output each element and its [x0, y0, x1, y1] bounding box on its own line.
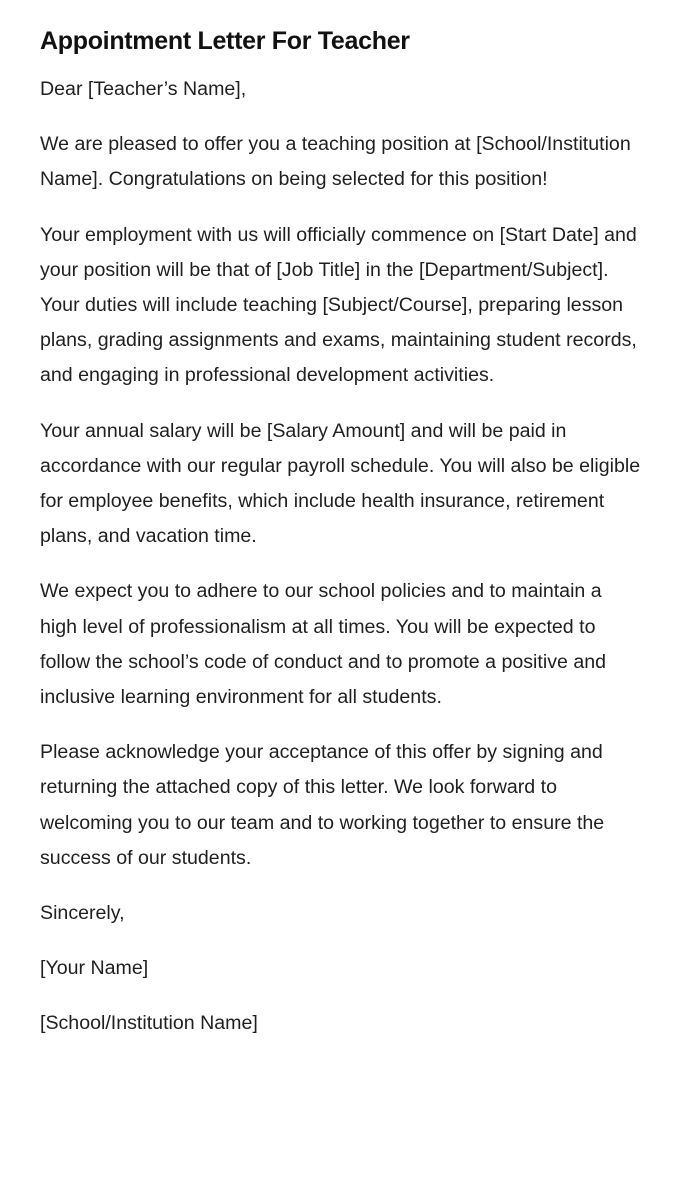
letter-sender-name: [Your Name]: [40, 957, 149, 980]
letter-document: [40, 22, 644, 1062]
letter-sender-institution: [School/Institution Name]: [40, 1012, 258, 1035]
letter-title: Appointment Letter For Teacher: [40, 27, 410, 55]
letter-paragraph-duties: Your employment with us will officially commence on [Start Date] and your position will be that of [Job Title] in the [Department/Subject]. Your duties will include teaching [Subject/Course], preparing lesson plans, grading assignments and exams, maintaining student records, and engaging in professional development activities.: [40, 223, 637, 387]
letter-closing: Sincerely,: [40, 902, 125, 925]
letter-salutation: Dear [Teacher’s Name],: [40, 78, 247, 100]
letter-paragraph-salary: Your annual salary will be [Salary Amount] and will be paid in accordance with our regular payroll schedule. You will also be eligible for employee benefits, which include health insurance, retirement plans, and vacation time.: [40, 419, 641, 548]
letter-paragraph-conduct: We expect you to adhere to our school policies and to maintain a high level of professionalism at all times. You will be expected to follow the school’s code of conduct and to promote a positive and inclusive learning environment for all students.: [40, 580, 607, 709]
letter-paragraph-acceptance: Please acknowledge your acceptance of this offer by signing and returning the attached copy of this letter. We look forward to welcoming you to our team and to working together to ensure the success of our students.: [40, 741, 605, 869]
letter-paragraph-offer: We are pleased to offer you a teaching position at [School/Institution Name]. Congratulations on being selected for this position!: [40, 133, 631, 191]
